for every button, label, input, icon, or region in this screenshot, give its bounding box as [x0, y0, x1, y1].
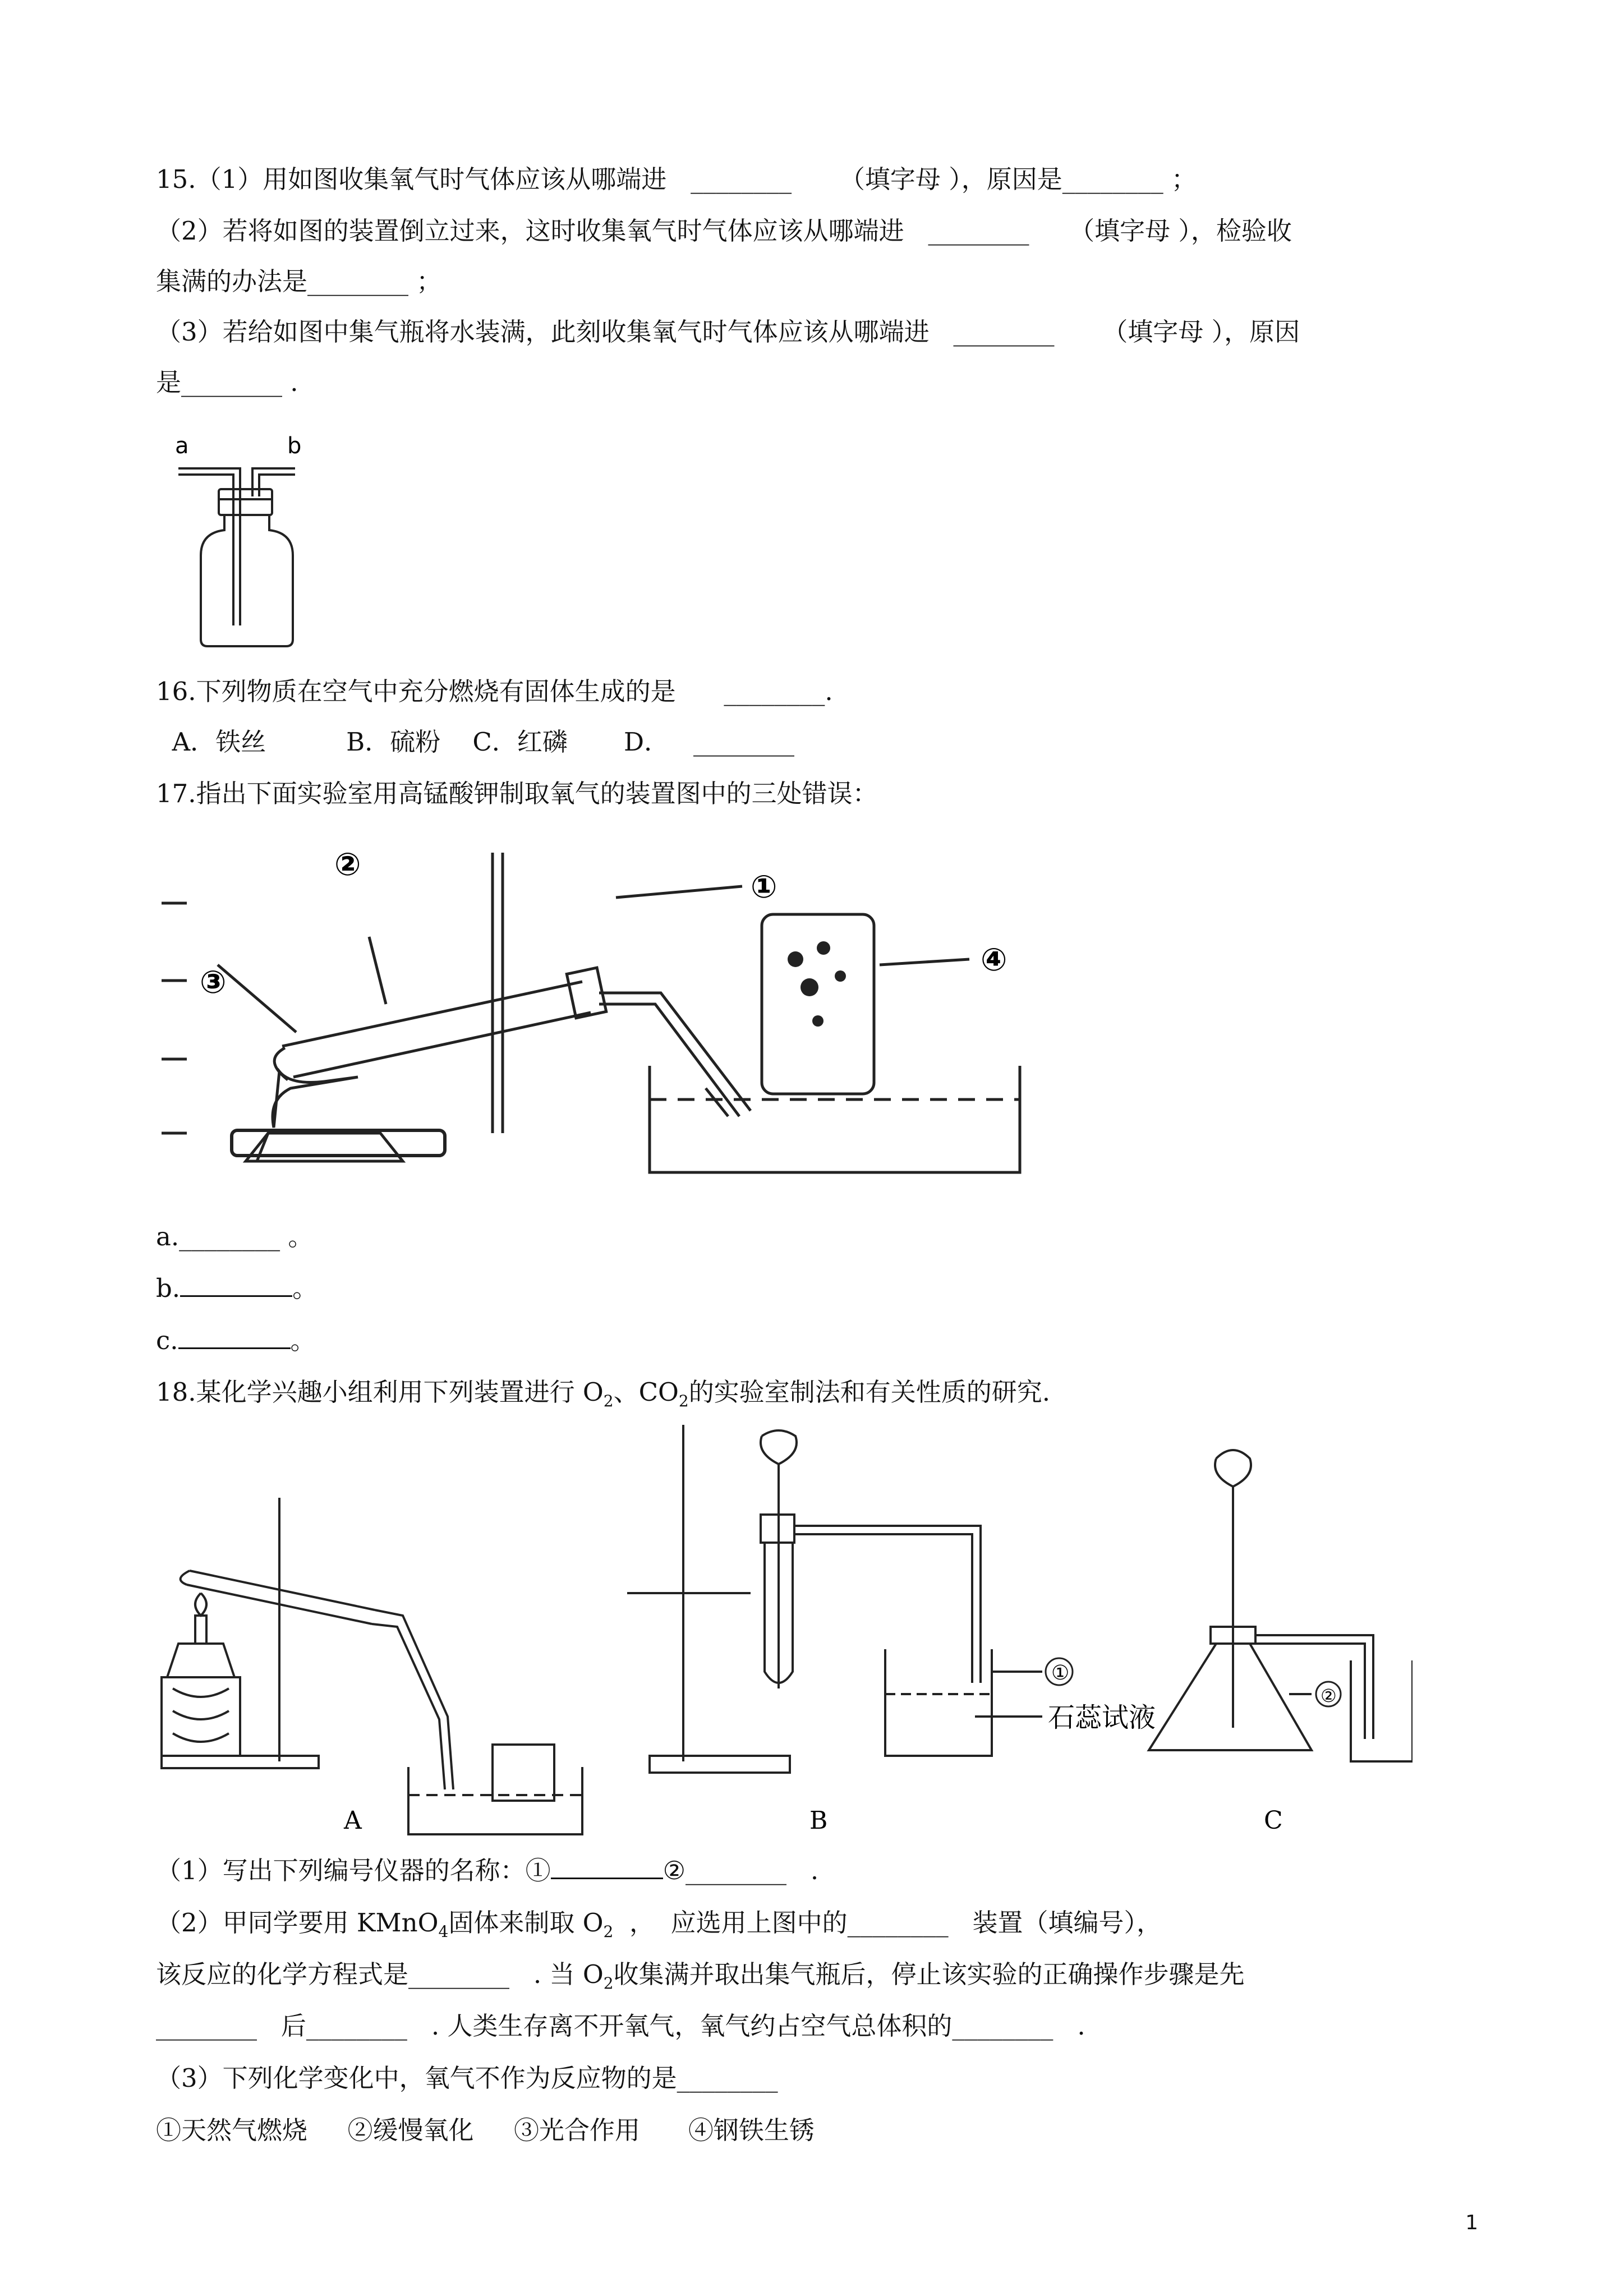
q18-part2-o2-subscript: 2	[603, 1922, 614, 1941]
apparatus-b-drawing	[627, 1425, 1042, 1773]
apparatus-c-drawing	[1149, 1450, 1413, 1761]
gas-collection-bottle-figure	[163, 426, 309, 651]
q17-b-blank	[180, 1295, 292, 1297]
q18-part2-kmno4-subscript: 4	[438, 1922, 449, 1941]
q17-c-blank	[178, 1347, 291, 1349]
q18-part2-line3: ________ 后________ . 人类生存离不开氧气，氧气约占空气总体积的________ .	[156, 2011, 1085, 2041]
q15-line4: （3）若给如图中集气瓶将水装满，此刻收集氧气时气体应该从哪端进 ________ （填字母 ），原因	[156, 317, 1300, 347]
o2-co2-apparatus-figure	[156, 1425, 1413, 1840]
apparatus-label-a: A	[344, 1806, 362, 1835]
q17-b-suffix: 。	[292, 1273, 318, 1303]
q18-part3-options: ①天然气燃烧 ②缓慢氧化 ③光合作用 ④钢铁生锈	[156, 2115, 815, 2145]
bottle-label-b: b	[287, 433, 302, 459]
q16-options: A．铁丝 B．硫粉 C．红磷 D． ________	[156, 727, 794, 757]
q17-answer-c	[156, 1324, 316, 1358]
q18-part2-o2: 固体来制取 O	[448, 1908, 604, 1938]
q18-part2-steps: 收集满并取出集气瓶后，停止该实验的正确操作步骤是先	[613, 1959, 1245, 1989]
q18-title-prefix: 18.某化学兴趣小组利用下列装置进行 O	[156, 1377, 604, 1407]
instrument-marker-2: ②	[1321, 1685, 1337, 1706]
q15-line3: 集满的办法是________ ；	[156, 266, 442, 296]
q18-title	[156, 1375, 1050, 1418]
q15-line1: 15.（1）用如图收集氧气时气体应该从哪端进 ________ （填字母 ），原因是________ ；	[156, 164, 1197, 194]
q17-title: 17.指出下面实验室用高锰酸钾制取氧气的装置图中的三处错误：	[156, 779, 878, 808]
q15-line5: 是________ .	[156, 367, 298, 397]
q16-line1: 16.下列物质在空气中充分燃烧有固体生成的是 ________.	[156, 677, 833, 706]
q18-part2-equation: 该反应的化学方程式是________ . 当 O	[156, 1959, 604, 1989]
q18-part1-blank	[551, 1878, 663, 1879]
q18-part2-line1	[156, 1906, 1162, 1949]
page-number: 1	[1465, 2211, 1478, 2234]
apparatus-a-drawing	[162, 1498, 582, 1834]
apparatus-marker-4: ④	[981, 942, 1007, 978]
q18-title-co2-subscript: 2	[678, 1392, 689, 1410]
apparatus-marker-1: ①	[751, 869, 778, 905]
q18-part1	[156, 1854, 818, 1888]
apparatus-label-b: B	[809, 1806, 828, 1835]
apparatus-marker-3: ③	[200, 964, 227, 1001]
apparatus-label-c: C	[1264, 1806, 1283, 1835]
q15-line2: （2）若将如图的装置倒立过来，这时收集氧气时气体应该从哪端进 ________ （填字母 ），检验收	[156, 216, 1292, 246]
q17-c-suffix: 。	[290, 1326, 316, 1355]
q17-answer-a: a.________ 。	[156, 1222, 314, 1251]
q18-title-o2-subscript: 2	[603, 1392, 614, 1410]
q18-part1-suffix: ②________ .	[663, 1856, 819, 1885]
q17-c-prefix: c.	[156, 1326, 178, 1355]
q17-answer-b	[156, 1272, 318, 1305]
litmus-label: 石蕊试液	[1048, 1702, 1156, 1733]
q18-part2-kmno4: （2）甲同学要用 KMnO	[156, 1908, 439, 1938]
q18-part2-o2-subscript-2: 2	[603, 1974, 614, 1993]
q18-title-suffix: 的实验室制法和有关性质的研究.	[688, 1377, 1051, 1407]
instrument-marker-1: ①	[1051, 1662, 1070, 1685]
q18-part2-device: ， 应选用上图中的________ 装置（填编号），	[613, 1908, 1162, 1938]
apparatus-marker-2: ②	[334, 846, 361, 883]
q18-title-co2: 、CO	[613, 1377, 679, 1407]
q18-part1-prefix: （1）写出下列编号仪器的名称：①	[156, 1856, 551, 1885]
q18-part3: （3）下列化学变化中，氧气不作为反应物的是________	[156, 2063, 778, 2093]
q18-part2-line2	[156, 1958, 1245, 2000]
q17-b-prefix: b.	[156, 1273, 181, 1303]
bottle-label-a: a	[175, 433, 189, 459]
kmno4-apparatus-figure	[156, 836, 1053, 1195]
